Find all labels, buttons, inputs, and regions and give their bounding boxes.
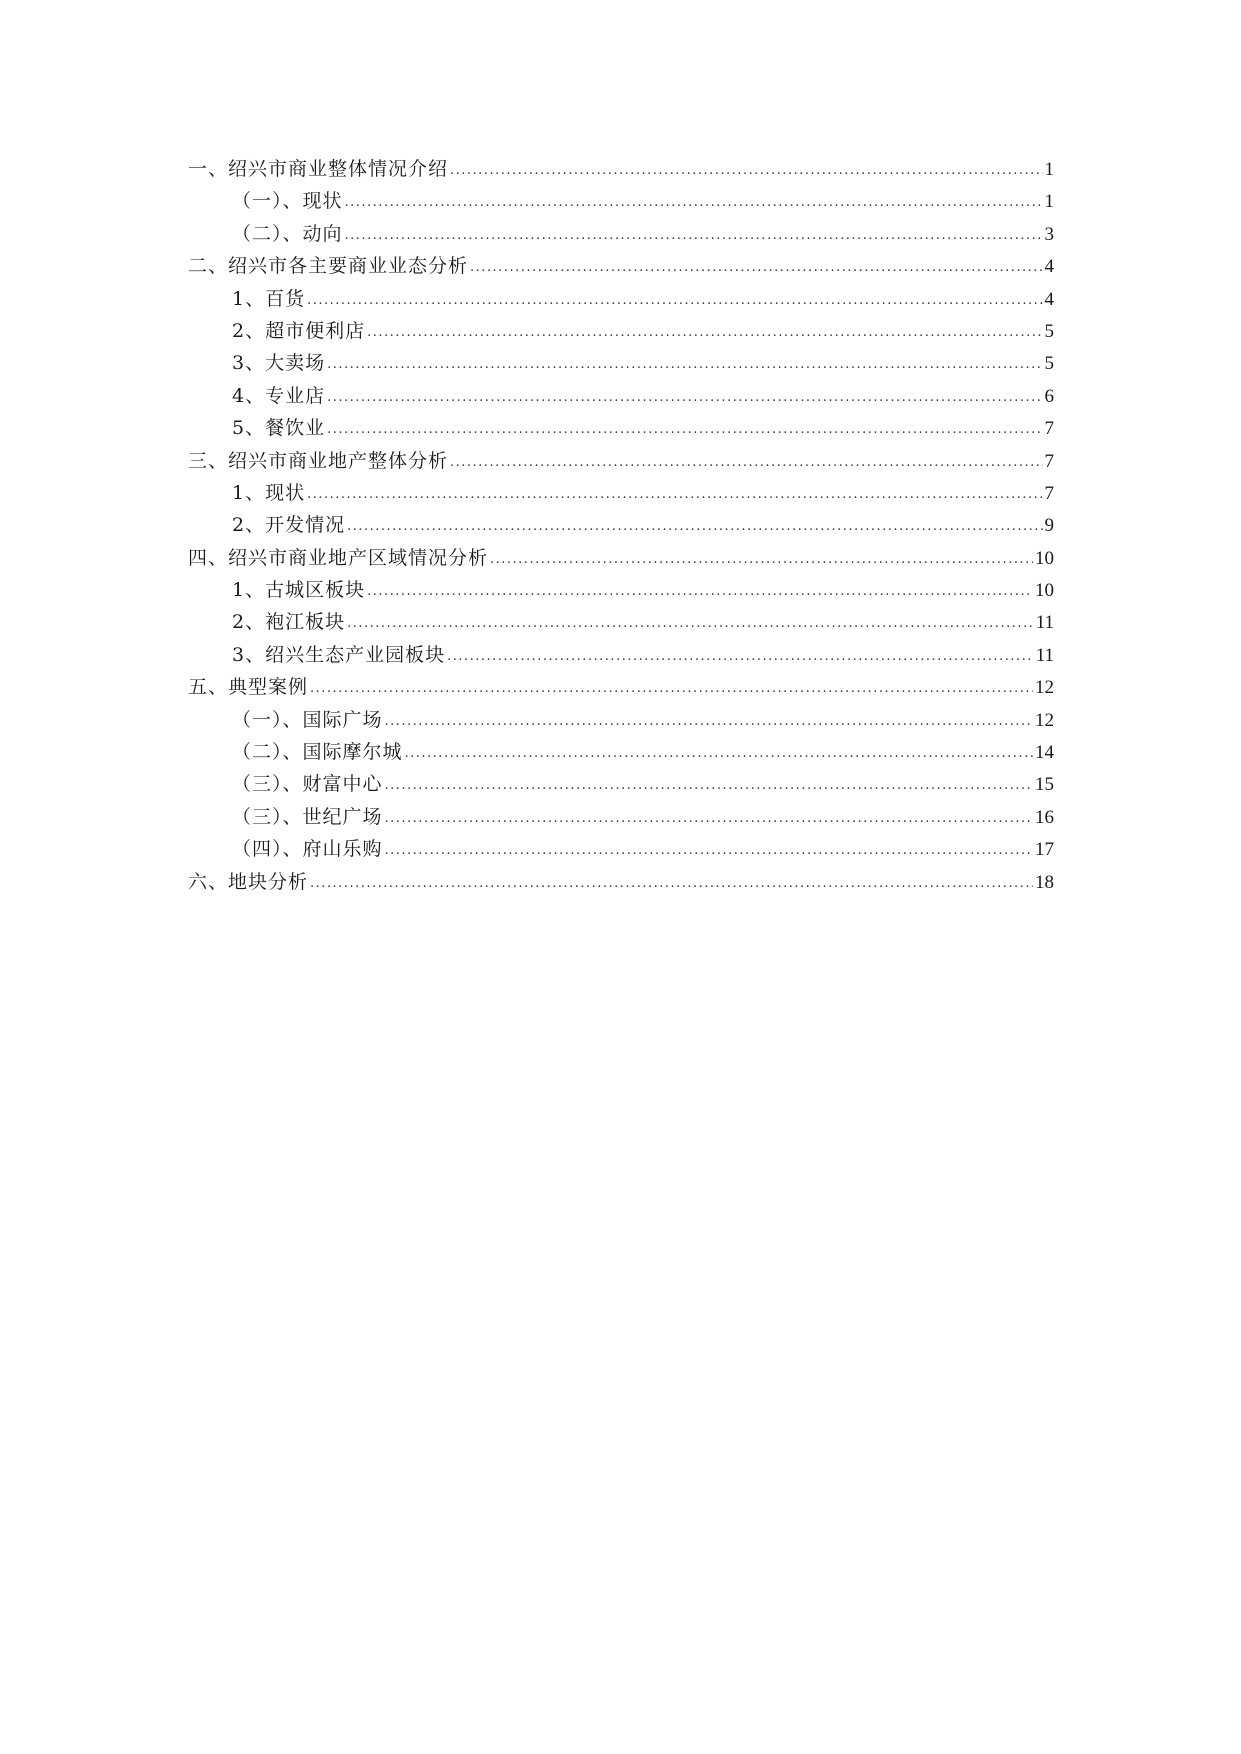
dot-leader: [307, 285, 1042, 317]
toc-entry-page-number: 9: [1044, 515, 1054, 537]
dot-leader: [327, 414, 1042, 446]
dot-leader: [385, 803, 1033, 835]
dot-leader: [447, 641, 1034, 673]
toc-entry-page-number: 7: [1044, 482, 1054, 504]
toc-entry-page-number: 17: [1035, 839, 1054, 861]
toc-entry-page-number: 15: [1035, 774, 1054, 796]
toc-entry-label: 四、绍兴市商业地产区域情况分析: [188, 546, 489, 569]
toc-entry-label: 4、专业店: [232, 384, 326, 407]
toc-entry-page-number: 11: [1035, 644, 1054, 666]
dot-leader: [385, 835, 1033, 867]
toc-entry-page-number: 6: [1044, 385, 1054, 407]
toc-entry-page-number: 10: [1035, 547, 1054, 569]
toc-entry[interactable]: [188, 509, 1054, 541]
toc-entry-page-number: 18: [1035, 871, 1054, 893]
dot-leader: [327, 382, 1042, 414]
toc-entry[interactable]: [188, 250, 1054, 282]
toc-entry-page-number: 1: [1044, 159, 1054, 180]
dot-leader: [307, 479, 1042, 511]
toc-entry-label: （二）、国际摩尔城: [232, 741, 403, 764]
toc-entry-label: 2、开发情况: [232, 514, 346, 537]
toc-entry[interactable]: [188, 477, 1054, 509]
toc-entry-label: 2、超市便利店: [232, 319, 366, 342]
toc-entry-label: 三、绍兴市商业地产整体分析: [188, 449, 449, 472]
dot-leader: [385, 706, 1033, 738]
toc-entry-label: 1、古城区板块: [232, 579, 366, 602]
dot-leader: [367, 317, 1042, 349]
toc-entry-page-number: 7: [1044, 418, 1054, 440]
toc-entry-label: （四）、府山乐购: [232, 838, 383, 861]
toc-entry[interactable]: [188, 153, 1054, 185]
table-of-contents: [188, 153, 1054, 898]
toc-entry[interactable]: [188, 704, 1054, 736]
toc-entry[interactable]: [188, 283, 1054, 315]
dot-leader: [347, 511, 1042, 543]
toc-entry-label: 二、绍兴市各主要商业业态分析: [188, 255, 469, 278]
toc-entry-page-number: 4: [1044, 256, 1054, 278]
toc-entry-label: 六、地块分析: [188, 870, 309, 893]
dot-leader: [310, 673, 1033, 705]
toc-entry-page-number: 10: [1035, 580, 1054, 602]
toc-entry[interactable]: [188, 347, 1054, 379]
dot-leader: [490, 544, 1033, 576]
dot-leader: [367, 576, 1033, 608]
toc-entry-page-number: 4: [1044, 288, 1054, 310]
toc-entry-label: 3、大卖场: [232, 352, 326, 375]
toc-entry-label: （一）、国际广场: [232, 708, 383, 731]
toc-entry[interactable]: [188, 412, 1054, 444]
toc-entry-label: 1、现状: [232, 481, 306, 504]
toc-entry-page-number: 3: [1044, 223, 1054, 245]
dot-leader: [327, 349, 1042, 381]
toc-entry-label: （三）、财富中心: [232, 773, 383, 796]
toc-entry[interactable]: [188, 866, 1054, 898]
toc-entry[interactable]: [188, 639, 1054, 671]
toc-entry-page-number: 5: [1044, 320, 1054, 342]
dot-leader: [347, 608, 1034, 640]
toc-entry[interactable]: [188, 315, 1054, 347]
toc-entry[interactable]: [188, 185, 1054, 217]
toc-entry-label: 一、绍兴市商业整体情况介绍: [188, 158, 449, 180]
toc-entry-page-number: 16: [1035, 806, 1054, 828]
toc-entry-page-number: 7: [1044, 450, 1054, 472]
toc-entry-page-number: 5: [1044, 353, 1054, 375]
toc-entry[interactable]: [188, 801, 1054, 833]
dot-leader: [345, 220, 1043, 252]
toc-entry-page-number: 1: [1044, 191, 1054, 213]
dot-leader: [450, 155, 1042, 187]
toc-entry[interactable]: [188, 380, 1054, 412]
dot-leader: [310, 868, 1033, 900]
toc-entry-label: （二）、动向: [232, 222, 343, 245]
dot-leader: [405, 738, 1033, 770]
toc-entry-label: 1、百货: [232, 287, 306, 310]
toc-entry[interactable]: [188, 736, 1054, 768]
dot-leader: [345, 187, 1043, 219]
toc-entry-page-number: 11: [1035, 612, 1054, 634]
toc-entry-page-number: 14: [1035, 742, 1054, 764]
toc-entry-label: 2、袍江板块: [232, 611, 346, 634]
toc-entry-label: 3、绍兴生态产业园板块: [232, 643, 446, 666]
toc-entry[interactable]: [188, 542, 1054, 574]
toc-entry[interactable]: [188, 671, 1054, 703]
toc-entry[interactable]: [188, 606, 1054, 638]
toc-entry[interactable]: [188, 218, 1054, 250]
toc-entry[interactable]: [188, 574, 1054, 606]
toc-entry-label: 五、典型案例: [188, 676, 309, 699]
toc-entry-label: （三）、世纪广场: [232, 805, 383, 828]
toc-entry[interactable]: [188, 833, 1054, 865]
toc-entry-page-number: 12: [1035, 677, 1054, 699]
dot-leader: [450, 447, 1042, 479]
toc-entry-page-number: 12: [1035, 709, 1054, 731]
toc-entry-label: （一）、现状: [232, 190, 343, 213]
toc-entry[interactable]: [188, 445, 1054, 477]
dot-leader: [385, 770, 1033, 802]
toc-entry-label: 5、餐饮业: [232, 417, 326, 440]
dot-leader: [470, 252, 1042, 284]
toc-entry[interactable]: [188, 768, 1054, 800]
